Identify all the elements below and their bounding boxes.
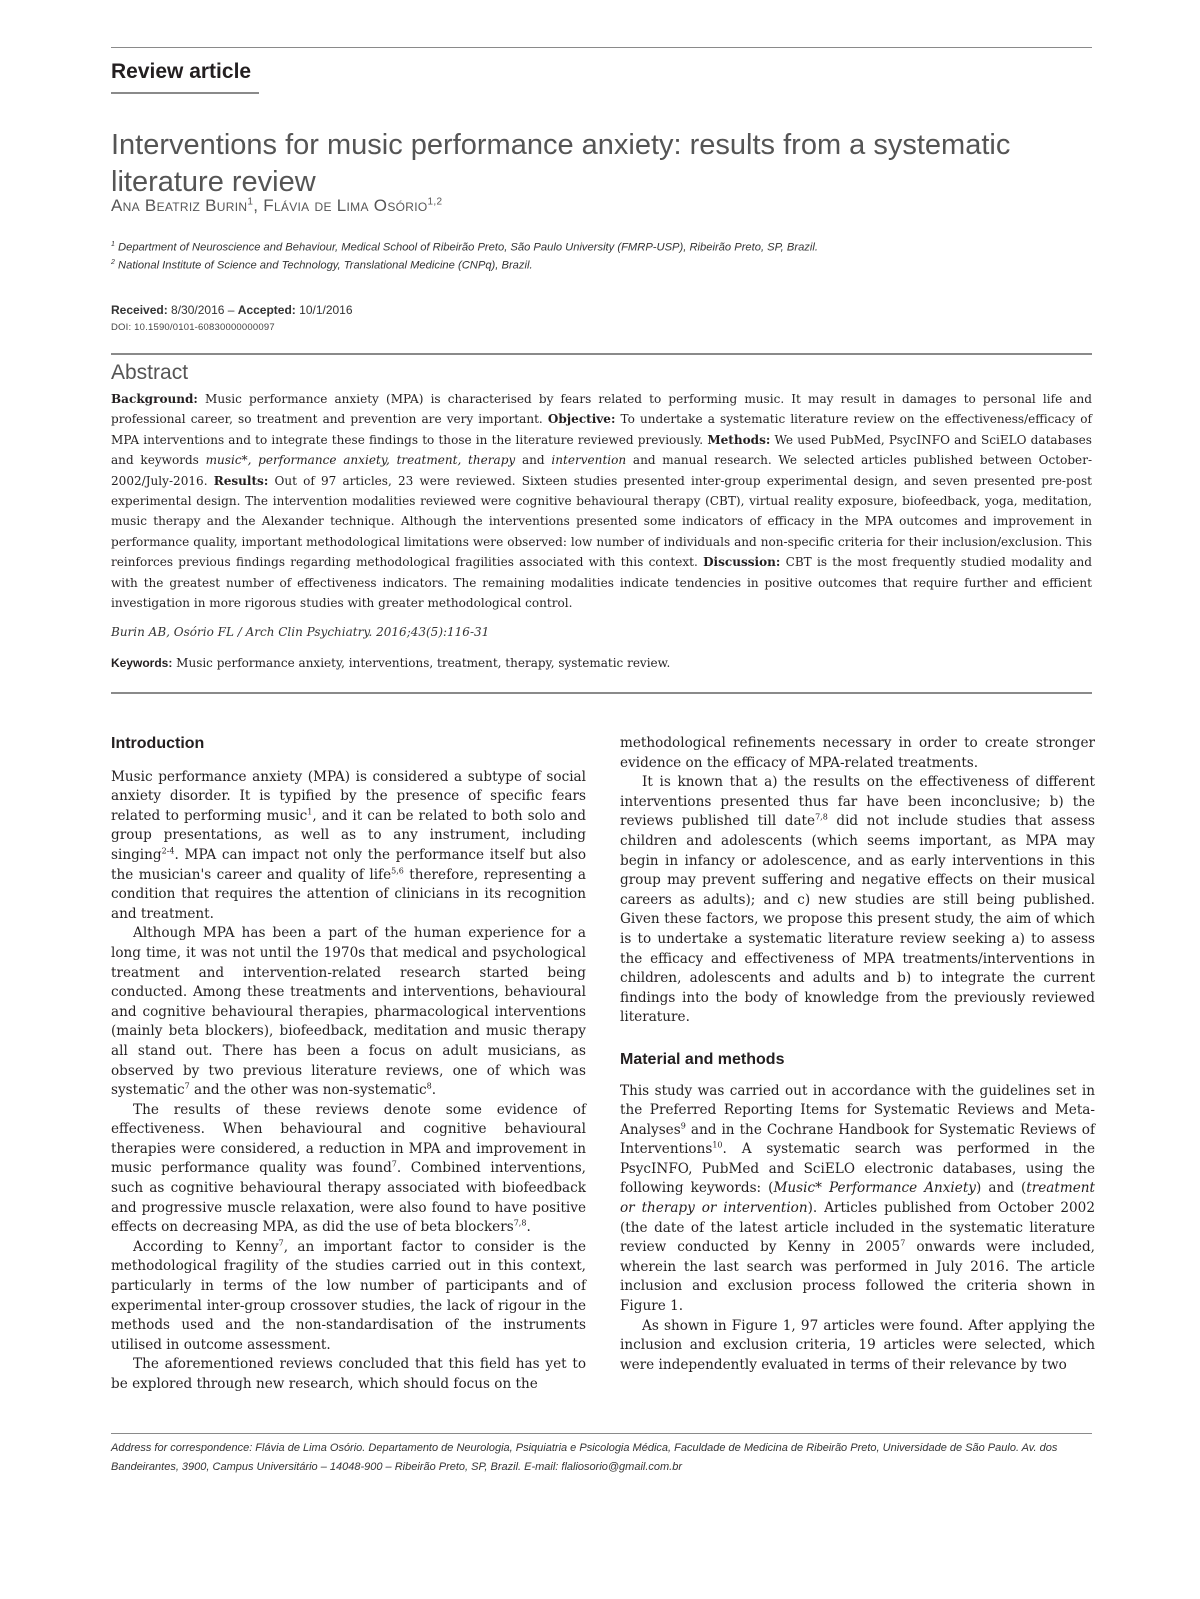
footnote-rule <box>111 1433 1092 1434</box>
paragraph: As shown in Figure 1, 97 articles were found. After applying the inclusion and exclusion criteria, 19 articles were selected, which were independently evaluated in terms of their relevance by two <box>620 1317 1095 1373</box>
affiliation-2: $^2$ National Institute of Science and Technology, Translational Medicine (CNPq), Brazil. <box>111 259 533 272</box>
paragraph: The results of these reviews denote some evidence of effectiveness. When behavioural and cognitive behavioural therapies were considered, a reduction in MPA and improvement in music performance quality was found$^7$. Combined interventions, such as cognitive behavioural therapy associated with biofeedback and progressive muscle relaxation, were also found to have positive effects on decreasing MPA, as did the use of beta blockers$^{7,8}$. <box>111 1101 586 1236</box>
abstract-body: Background: Music performance anxiety (MPA) is characterised by fears related to performing music. It may result in damages to personal life and professional career, so treatment and prevention are very important. Objective: To undertake a systematic literature review on the effectiveness/efficacy of MPA interventions and to integrate these findings to those in the literature reviewed previously. Methods: We used PubMed, PsycINFO and SciELO databases and keywords music*, performance anxiety, treatment, therapy and intervention and manual research. We selected articles published between October-2002/July-2016. Results: Out of 97 articles, 23 were reviewed. Sixteen studies presented inter-group experimental design, and seven presented pre-post experimental design. The intervention modalities reviewed were cognitive behavioural therapy (CBT), virtual reality exposure, biofeedback, yoga, meditation, music therapy and the Alexander technique. Although the interventions presented some indicators of efficacy in the MPA outcomes and improvement in performance quality, important methodological limitations were observed: low number of individuals and non-specific criteria for their inclusion/exclusion. This reinforces previous findings regarding methodological fragilities associated with this context. Discussion: CBT is the most frequently studied modality and with the greatest number of effectiveness indicators. The remaining modalities indicate tendencies in positive outcomes that require further and efficient investigation in more rigorous studies with greater methodological control. <box>111 392 1093 611</box>
top-rule <box>111 47 1092 48</box>
author-affiliation-mark: 1,2 <box>427 196 443 208</box>
author-list: Ana Beatriz Burin$^1$, Flávia de Lima Osório$^{1,2}$ <box>111 196 443 215</box>
paragraph: methodological refinements necessary in order to create stronger evidence on the efficacy of MPA-related treatments. <box>620 735 1095 771</box>
doi: DOI: 10.1590/0101-60830000000097 <box>111 322 275 333</box>
paragraph: This study was carried out in accordance with the guidelines set in the Preferred Reporting Items for Systematic Reviews and Meta-Analyses$^9$ and in the Cochrane Handbook for Systematic Reviews of Interventions$^{10}$. A systematic search was performed in the PsycINFO, PubMed and SciELO electronic databases, using the following keywords: (Music* Performance Anxiety) and (treatment or therapy or intervention). Articles published from October 2002 (the date of the latest article included in the systematic literature review conducted by Kenny in 2005$^7$ onwards were included, wherein the last search was performed in July 2016. The article inclusion and exclusion process followed the criteria shown in Figure 1. <box>620 1082 1095 1315</box>
paragraph: According to Kenny$^7$, an important factor to consider is the methodological fragility of the studies carried out in this context, particularly in terms of the low number of participants and of experimental inter-group crossover studies, the lack of rigour in the methods used and the non-standardisation of the instruments utilised in outcome assessment. <box>111 1238 586 1353</box>
received-accepted-dates: Received: 8/30/2016 – Accepted: 10/1/2016 <box>111 303 353 317</box>
author-affiliation-mark: 1 <box>247 196 254 208</box>
affiliation-1: $^1$ Department of Neuroscience and Behaviour, Medical School of Ribeirão Preto, São Paulo University (FMRP-USP), Ribeirão Preto, SP, Brazil. <box>111 241 818 254</box>
keywords: Keywords: Music performance anxiety, interventions, treatment, therapy, systematic review. <box>111 656 671 670</box>
left-column <box>111 734 586 1395</box>
paragraph: It is known that a) the results on the effectiveness of different interventions presented thus far have been inconclusive; b) the reviews published till date$^{7,8}$ did not include studies that assess children and adolescents (which seems important, as MPA may begin in infancy or adolescence, and as early interventions in this group may prevent suffering and negative effects on their musical careers as adults); and c) new studies are still being published. Given these factors, we propose this present study, the aim of which is to undertake a systematic literature review seeking a) to assess the efficacy and effectiveness of MPA treatments/interventions in children, adolescents and adults and b) to integrate the current findings into the body of knowledge from the previously reviewed literature. <box>620 774 1096 1026</box>
paragraph: The aforementioned reviews concluded that this field has yet to be explored through new research, which should focus on the <box>111 1356 586 1392</box>
methods-heading: Material and methods <box>620 1050 785 1068</box>
author-name: Flávia de Lima Osório <box>263 196 428 215</box>
section-underline <box>111 92 259 94</box>
citation: Burin AB, Osório FL / Arch Clin Psychiatry. 2016;43(5):116-31 <box>111 625 490 639</box>
right-column <box>620 734 1095 1375</box>
abstract-heading: Abstract <box>111 361 189 384</box>
introduction-heading: Introduction <box>111 735 205 752</box>
abstract-top-rule <box>111 353 1092 355</box>
abstract-bottom-rule <box>111 692 1092 694</box>
paragraph: Music performance anxiety (MPA) is considered a subtype of social anxiety disorder. It is typified by the presence of specific fears related to performing music$^1$, and it can be related to both solo and group presentations, as well as to any instrument, including singing$^{2-4}$. MPA can impact not only the performance itself but also the musician's career and quality of life$^{5,6}$ therefore, representing a condition that requires the attention of clinicians in its recognition and treatment. <box>111 768 586 922</box>
correspondence-footnote: Address for correspondence: Flávia de Lima Osório. Departamento de Neurologia, Psiquiatria e Psicologia Médica, Faculdade de Medicina de Ribeirão Preto, Universidade de São Paulo. Av. dos Bandeirantes, 3900, Campus Universitário – 14048-900 – Ribeirão Preto, SP, Brazil. E-mail: flaliosorio@gmail.com.br <box>111 1442 1058 1473</box>
paragraph: Although MPA has been a part of the human experience for a long time, it was not until the 1970s that medical and psychological treatment and intervention-related research started being conducted. Among these treatments and interventions, behavioural and cognitive behavioural therapies, pharmacological interventions (mainly beta blockers), biofeedback, meditation and music therapy all stand out. There has been a focus on adult musicians, as observed by two previous literature reviews, one of which was systematic$^7$ and the other was non-systematic$^8$. <box>111 925 586 1099</box>
author-name: Ana Beatriz Burin <box>111 196 248 215</box>
section-label: Review article <box>111 60 252 83</box>
article-title: Interventions for music performance anxiety: results from a systematic literature review <box>111 129 1011 199</box>
